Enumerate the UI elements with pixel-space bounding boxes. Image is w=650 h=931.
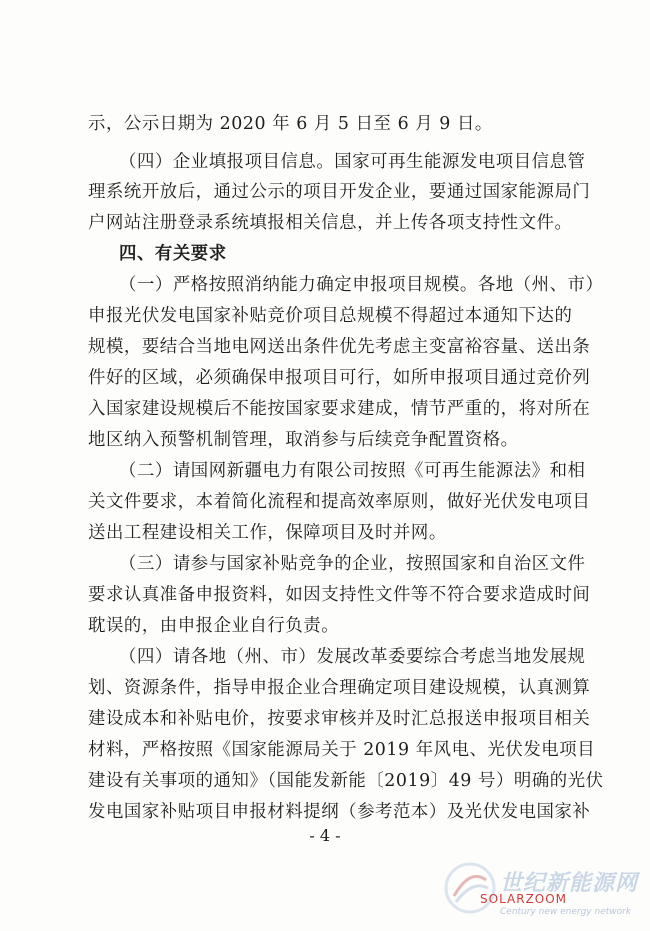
- text-line: 规模，要结合当地电网送出条件优先考虑主变富裕容量、送出条: [88, 337, 591, 357]
- text-line: （一）严格按照消纳能力确定申报项目规模。各地（州、市）: [119, 275, 604, 295]
- text-line: 要求认真准备申报资料，如因支持性文件等不符合要求造成时间: [88, 585, 591, 605]
- text-line: 耽误的，由申报企业自行负责。: [88, 616, 340, 636]
- text-line: 入国家建设规模后不能按国家要求建成，情节严重的，将对所在: [88, 399, 591, 419]
- text-line: 关文件要求，本着简化流程和提高效率原则，做好光伏发电项目: [88, 492, 591, 512]
- text-line: （二）请国网新疆电力有限公司按照《可再生能源法》和相: [119, 461, 586, 481]
- text-line: 件好的区域，必须确保申报项目可行，如所申报项目通过竞价列: [88, 368, 591, 388]
- text-line: （四）企业填报项目信息。国家可再生能源发电项目信息管: [119, 152, 586, 172]
- text-line: 建设有关事项的通知》（国能发新能〔2019〕49 号）明确的光伏: [88, 771, 604, 791]
- watermark: [440, 858, 650, 931]
- section-heading: 四、有关要求: [119, 244, 227, 264]
- watermark-subtitle: Century new energy network: [500, 907, 632, 917]
- text-line: 示，公示日期为 2020 年 6 月 5 日至 6 月 9 日。: [88, 114, 493, 134]
- page-number: - 4 -: [309, 826, 341, 845]
- watermark-brand-text: SOLARZOOM: [480, 892, 568, 906]
- text-line: 申报光伏发电国家补贴竞价项目总规模不得超过本通知下达的: [88, 306, 573, 326]
- text-line: 材料，严格按照《国家能源局关于 2019 年风电、光伏发电项目: [88, 740, 596, 760]
- text-line: 建设成本和补贴电价，按要求审核并及时汇总报送申报项目相关: [88, 709, 591, 729]
- text-line: （四）请各地（州、市）发展改革委要综合考虑当地发展规: [119, 647, 586, 667]
- text-line: 理系统开放后，通过公示的项目开发企业，要通过国家能源局门: [88, 182, 591, 202]
- text-line: 地区纳入预警机制管理，取消参与后续竞争配置资格。: [88, 430, 519, 450]
- watermark-chinese-text: 世纪新能源网: [500, 871, 639, 896]
- text-line: （三）请参与国家补贴竞争的企业，按照国家和自治区文件: [119, 554, 586, 574]
- text-line: 划、资源条件，指导申报企业合理确定项目建设规模，认真测算: [88, 678, 591, 698]
- text-line: 发电国家补贴项目申报材料提纲（参考范本）及光伏发电国家补: [88, 802, 591, 822]
- text-line: 送出工程建设相关工作，保障项目及时并网。: [88, 523, 447, 543]
- watermark-logo-icon: [440, 858, 500, 918]
- text-line: 户网站注册登录系统填报相关信息，并上传各项支持性文件。: [88, 213, 573, 233]
